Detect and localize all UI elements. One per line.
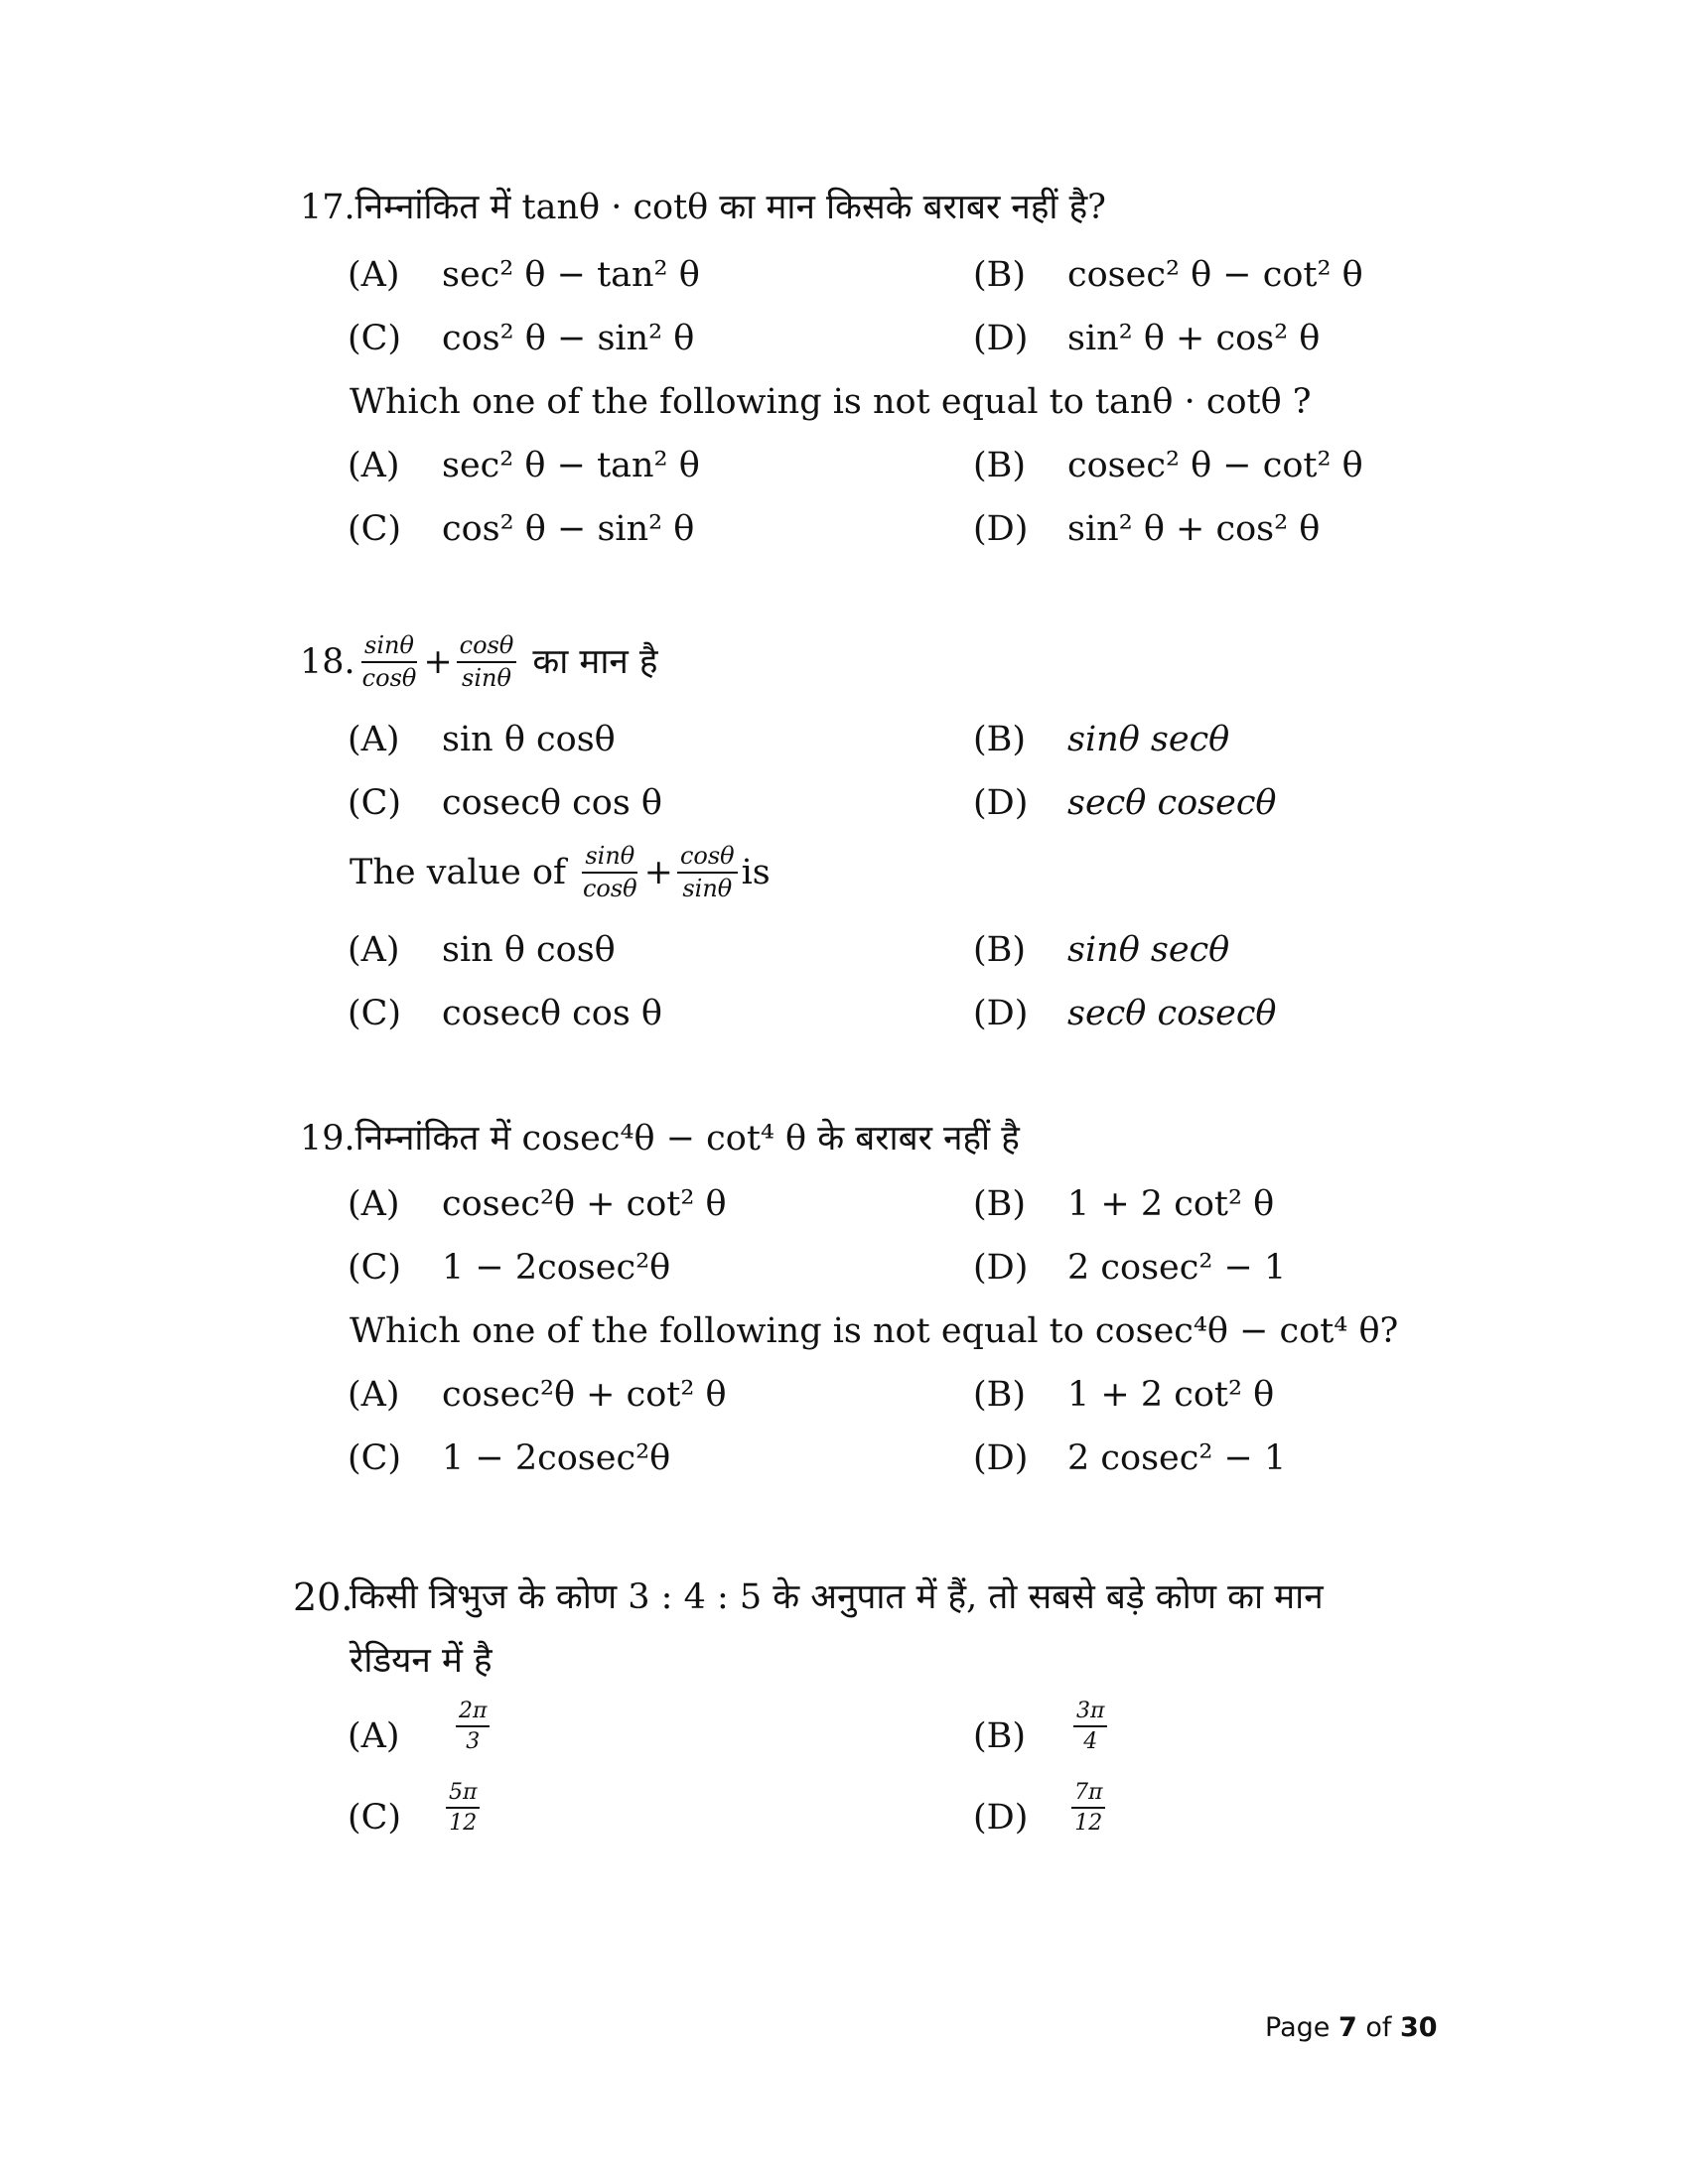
q18-en-option-c: cosecθ cos θ bbox=[442, 994, 662, 1033]
q18-en-option-b: sinθ secθ bbox=[1067, 930, 1230, 970]
q18-hi-option-a-label: (A) bbox=[348, 720, 400, 759]
q19-hi-option-b: 1 + 2 cot² θ bbox=[1067, 1184, 1275, 1224]
q17-en-option-a: sec² θ − tan² θ bbox=[442, 446, 700, 485]
q20-option-d: $\frac{7\pi}{12}$ bbox=[1067, 1781, 1109, 1835]
q17-hi-option-b: cosec² θ − cot² θ bbox=[1067, 255, 1363, 295]
q18-english-stem: The value of $\frac{\sin\theta}{\cos\theta}$ + $\frac{\cos\theta}{\sin\theta}$ is bbox=[350, 842, 771, 903]
q19-hi-option-c-label: (C) bbox=[348, 1248, 402, 1288]
q17-hi-option-c-label: (C) bbox=[348, 319, 402, 358]
q17-en-option-a-label: (A) bbox=[348, 446, 400, 485]
q18-hi-option-c-label: (C) bbox=[348, 783, 402, 823]
total-pages: 30 bbox=[1399, 2012, 1438, 2043]
q18-hi-fraction-2: $\frac{\cos\theta}{\sin\theta}$ bbox=[457, 633, 517, 691]
q20-option-c-label: (C) bbox=[348, 1798, 402, 1838]
q20-option-a-label: (A) bbox=[348, 1716, 400, 1756]
q20-option-b-label: (B) bbox=[973, 1716, 1027, 1756]
q19-en-option-a-label: (A) bbox=[348, 1375, 400, 1415]
q19-hi-option-a: cosec²θ + cot² θ bbox=[442, 1184, 727, 1224]
q19-hi-option-d: 2 cosec² − 1 bbox=[1067, 1248, 1287, 1288]
question-18-hindi-stem: 18. $\frac{\sin\theta}{\cos\theta}$ + $\frac{\cos\theta}{\sin\theta}$ का मान है bbox=[300, 631, 658, 693]
q18-hi-option-a: sin θ cosθ bbox=[442, 720, 616, 759]
q17-hi-option-d-label: (D) bbox=[973, 319, 1029, 358]
q17-en-option-d: sin² θ + cos² θ bbox=[1067, 509, 1321, 549]
q17-hi-option-a-label: (A) bbox=[348, 255, 400, 295]
q18-hi-fraction-1: $\frac{\sin\theta}{\cos\theta}$ bbox=[361, 631, 417, 693]
q17-hi-option-d: sin² θ + cos² θ bbox=[1067, 319, 1321, 358]
q17-hi-option-c: cos² θ − sin² θ bbox=[442, 319, 695, 358]
q19-en-option-a: cosec²θ + cot² θ bbox=[442, 1375, 727, 1415]
q18-en-option-d: secθ cosecθ bbox=[1067, 994, 1277, 1033]
q17-en-option-b-label: (B) bbox=[973, 446, 1027, 485]
q17-hi-option-a: sec² θ − tan² θ bbox=[442, 255, 700, 295]
question-20-hindi-stem-line-1: किसी त्रिभुज के कोण 3 : 4 : 5 के अनुपात में हैं, तो सबसे बड़े कोण का मान bbox=[350, 1577, 1324, 1617]
q18-en-fraction-1: $\frac{\sin\theta}{\cos\theta}$ bbox=[582, 842, 637, 903]
page-number-footer: Page 7 of 30 bbox=[1265, 2012, 1438, 2043]
q19-en-option-b-label: (B) bbox=[973, 1375, 1027, 1415]
q19-en-option-c: 1 − 2cosec²θ bbox=[442, 1438, 671, 1478]
question-20-hindi-stem-line-2: रेडियन में है bbox=[350, 1641, 492, 1681]
q18-hi-option-c: cosecθ cos θ bbox=[442, 783, 662, 823]
question-20-number: 20. bbox=[293, 1575, 353, 1619]
q18-en-option-a: sin θ cosθ bbox=[442, 930, 616, 970]
q17-en-option-d-label: (D) bbox=[973, 509, 1029, 549]
q17-hi-option-b-label: (B) bbox=[973, 255, 1027, 295]
q17-en-option-b: cosec² θ − cot² θ bbox=[1067, 446, 1363, 485]
q18-hi-option-d: secθ cosecθ bbox=[1067, 783, 1277, 823]
q18-hi-option-d-label: (D) bbox=[973, 783, 1029, 823]
question-19-hindi-stem: 19.निम्नांकित में cosec⁴θ − cot⁴ θ के बराबर नहीं है bbox=[300, 1119, 1020, 1159]
q19-en-option-b: 1 + 2 cot² θ bbox=[1067, 1375, 1275, 1415]
question-17-hindi-stem: 17.निम्नांकित में tanθ · cotθ का मान किसके बराबर नहीं है? bbox=[300, 188, 1106, 227]
q19-english-stem: Which one of the following is not equal to cosec⁴θ − cot⁴ θ? bbox=[350, 1311, 1399, 1351]
q17-en-option-c: cos² θ − sin² θ bbox=[442, 509, 695, 549]
q18-en-fraction-2: $\frac{\cos\theta}{\sin\theta}$ bbox=[677, 844, 738, 901]
q19-hi-option-a-label: (A) bbox=[348, 1184, 400, 1224]
q19-hi-option-b-label: (B) bbox=[973, 1184, 1027, 1224]
q17-english-stem: Which one of the following is not equal to tanθ · cotθ ? bbox=[350, 382, 1312, 422]
q18-en-option-a-label: (A) bbox=[348, 930, 400, 970]
q18-hi-option-b: sinθ secθ bbox=[1067, 720, 1230, 759]
current-page: 7 bbox=[1337, 2012, 1357, 2043]
q20-option-b: $\frac{3\pi}{4}$ bbox=[1069, 1700, 1111, 1753]
q20-option-c: $\frac{5\pi}{12}$ bbox=[442, 1781, 484, 1835]
q18-en-option-c-label: (C) bbox=[348, 994, 402, 1033]
q20-option-d-label: (D) bbox=[973, 1798, 1029, 1838]
q19-hi-option-d-label: (D) bbox=[973, 1248, 1029, 1288]
q17-en-option-c-label: (C) bbox=[348, 509, 402, 549]
q19-en-option-d-label: (D) bbox=[973, 1438, 1029, 1478]
q20-option-a: $\frac{2\pi}{3}$ bbox=[452, 1700, 493, 1753]
q18-en-option-d-label: (D) bbox=[973, 994, 1029, 1033]
q19-hi-option-c: 1 − 2cosec²θ bbox=[442, 1248, 671, 1288]
q19-en-option-d: 2 cosec² − 1 bbox=[1067, 1438, 1287, 1478]
q18-en-option-b-label: (B) bbox=[973, 930, 1027, 970]
q19-en-option-c-label: (C) bbox=[348, 1438, 402, 1478]
q18-hi-option-b-label: (B) bbox=[973, 720, 1027, 759]
